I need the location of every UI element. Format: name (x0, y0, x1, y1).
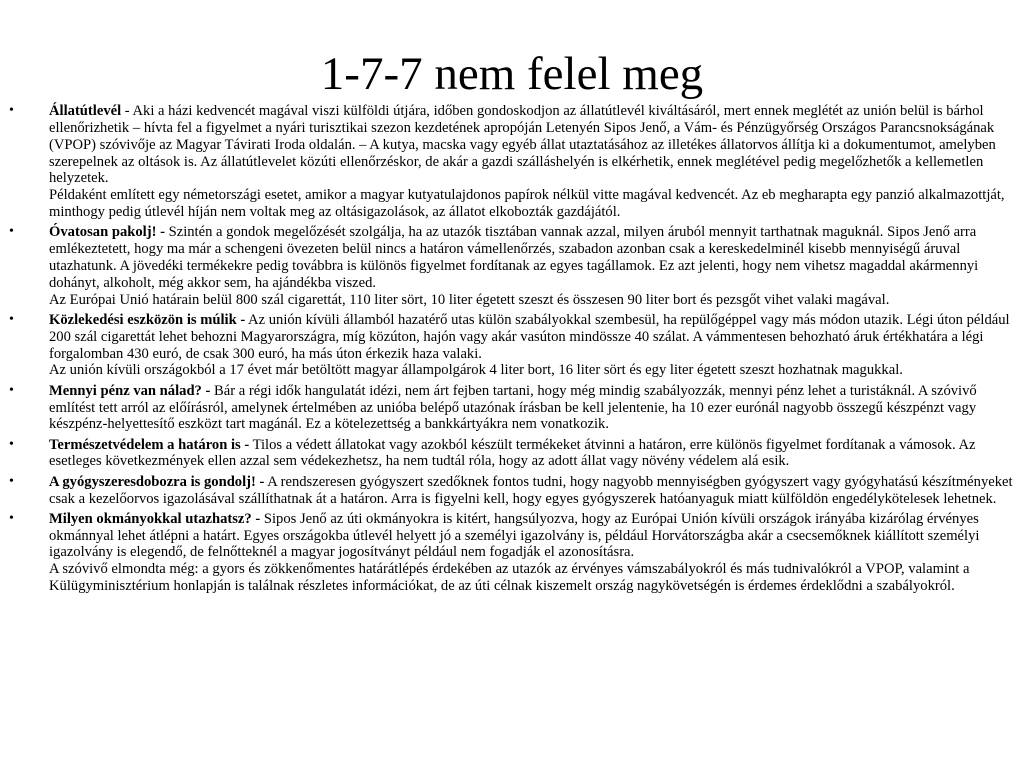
bullet-text: Szintén a gondok megelőzését szolgálja, ha az utazók tisztában vannak azzal, milyen áruból mennyit tarthatnak maguknál. Sipos Jenő arra emlékeztetett, hogy ma már a schengeni övezeten belül nincs a határon vámellenőrzés, szabadon azonban csak a kereskedelminél kisebb mennyiségű áruval utazhatunk. A jövedéki termékekre pedig továbbra is különös figyelmet fordítanak az egyes tagállamok. Ez azt jelenti, hogy nem vihetsz magaddal akármennyi dohányt, alkoholt, még akkor sem, ha ajándékba viszed. (49, 224, 979, 291)
bullet-item-allatutlevel (0, 103, 1024, 221)
bullet-item-gyogyszeres-doboz (0, 474, 1024, 508)
bullet-text: - Aki a házi kedvencét magával viszi külföldi útjára, időben gondoskodjon az állatútlevél kiváltásáról, mert ennek meglétét az unión belül is bárhol ellenőrizhetik – hívta fel a figyelmet a nyári turisztikai szezon kezdetének apropóján Letenyén Sipos Jenő, a Vám- és Pénzügyőrség Országos Parancsnokságának (VPOP) szóvivője az Magyar Távirati Iroda oldalán. – A kutya, macska vagy egyéb állat utaztatásához az illetékes állatorvos állítja ki a dokumentumot, amelyben szerepelnek az oltások is. Az állatútlevelet közúti ellenőrzéskor, de akár a gazdi szálláshelyén is elkérhetik, ennek meglétével pedig megelőzhetők a kellemetlen helyzetek. (49, 103, 996, 187)
bullet-item-mennyi-penz (0, 383, 1024, 434)
bullet-icon: • (9, 224, 14, 240)
bullet-text: Bár a régi idők hangulatát idézi, nem árt fejben tartani, hogy még mindig szabályozzák, mennyi pénz lehet a turistáknál. A szóvivő említést tett arról az előírásról, amelynek értelmében az unióba belépő utazónak írásban be kell jelentenie, ha 10 ezer eurónál nagyobb összegű készpénzt vagy készpénz-helyettesítő eszközt tart magánál. Ez a kötelezettség a bankkártyákra nem vonatkozik. (49, 382, 977, 433)
bullet-text: A rendszeresen gyógyszert szedőknek fontos tudni, hogy nagyobb mennyiségben gyógyszert vagy gyógyhatású készítményeket csak a kezelőorvos igazolásával szállíthatnak át a határon. Arra is figyelni kell, hogy egyes gyógyszerek hatóanyaguk miatt külföldön engedélykötelesek lehetnek. (49, 473, 1013, 507)
bullet-extra-paragraph: Az Európai Unió határain belül 800 szál cigarettát, 110 liter sört, 10 liter égetett szeszt és összesen 90 liter bort és pezsgőt vihet valaki magával. (49, 291, 890, 308)
bullet-extra-paragraph: Példaként említett egy németországi esetet, amikor a magyar kutyatulajdonos papírok nélkül vitte magával kedvencét. Az eb megharapta egy panzió alkalmazottját, minthogy pedig útlevél híján nem voltak meg az oltásigazolások, az állatot elkobozták gazdájától. (49, 187, 1005, 221)
bullet-heading: Közlekedési eszközön is múlik - (49, 311, 246, 328)
bullet-item-ovatosan-pakolj (0, 224, 1024, 308)
slide-title: 1-7-7 nem felel meg (320, 48, 704, 100)
bullet-heading: Milyen okmányokkal utazhatsz? - (49, 510, 261, 527)
bullet-icon: • (9, 510, 14, 526)
bullet-list (0, 103, 1024, 598)
bullet-text: Tilos a védett állatokat vagy azokból készült termékeket átvinni a határon, erre különös figyelmet fordítanak a vámosok. Az esetleges következmények ellen azzal sem védekezhetsz, ha nem tudtál róla, hogy az adott állat vagy növény védelem alá esik. (49, 436, 976, 470)
bullet-icon: • (9, 436, 14, 452)
bullet-heading: A gyógyszeresdobozra is gondolj! - (49, 473, 265, 490)
bullet-extra-paragraph: Az unión kívüli országokból a 17 évet már betöltött magyar állampolgárok 4 liter bort, 16 liter sört és egy liter égetett szeszt hozhatnak magukkal. (49, 362, 903, 379)
bullet-item-kozlekedesi-eszkoz (0, 312, 1024, 379)
bullet-heading: Állatútlevél (49, 103, 122, 119)
bullet-heading: Természetvédelem a határon is - (49, 436, 250, 453)
bullet-heading: Mennyi pénz van nálad? - (49, 382, 211, 399)
bullet-icon: • (9, 382, 14, 398)
bullet-text: Sipos Jenő az úti okmányokra is kitért, hangsúlyozva, hogy az Európai Unión kívüli országok irányába kizárólag érvényes okmánnyal lehet átlépni a határt. Egyes országokba útlevél helyett jó a személyi igazolvány is, például Horvátországba akár a csecsemőknek kiállított személyi igazolvány is elegendő, de felnőtteknél a magyar jogosítványt például nem fogadják el azonosításra. (49, 510, 980, 561)
bullet-extra-paragraph: A szóvivő elmondta még: a gyors és zökkenőmentes határátlépés érdekében az utazók az érvényes vámszabályokról és más tudnivalókról a VPOP, valamint a Külügyminisztérium honlapján is találnak részletes információkat, de az úti célnak kiszemelt ország nagykövetségén is érdemes érdeklődni a szabályokról. (49, 561, 970, 595)
bullet-icon: • (9, 473, 14, 489)
bullet-heading: Óvatosan pakolj! - (49, 224, 165, 241)
bullet-item-okmanyok (0, 511, 1024, 595)
bullet-icon: • (9, 103, 14, 118)
bullet-icon: • (9, 311, 14, 327)
bullet-item-termeszetvedelem (0, 437, 1024, 471)
bullet-text: Az unión kívüli államból hazatérő utas külön szabályokkal szembesül, ha repülőgéppel vagy más módon utazik. Légi úton például 200 szál cigarettát lehet behozni Magyarországra, míg közúton, hajón vagy akár vasúton mindössze 40 szálat. A vámmentesen behozható áruk értékhatára a légi forgalomban 430 euró, de csak 300 euró, ha más úton érkezik haza valaki. (49, 311, 1010, 362)
